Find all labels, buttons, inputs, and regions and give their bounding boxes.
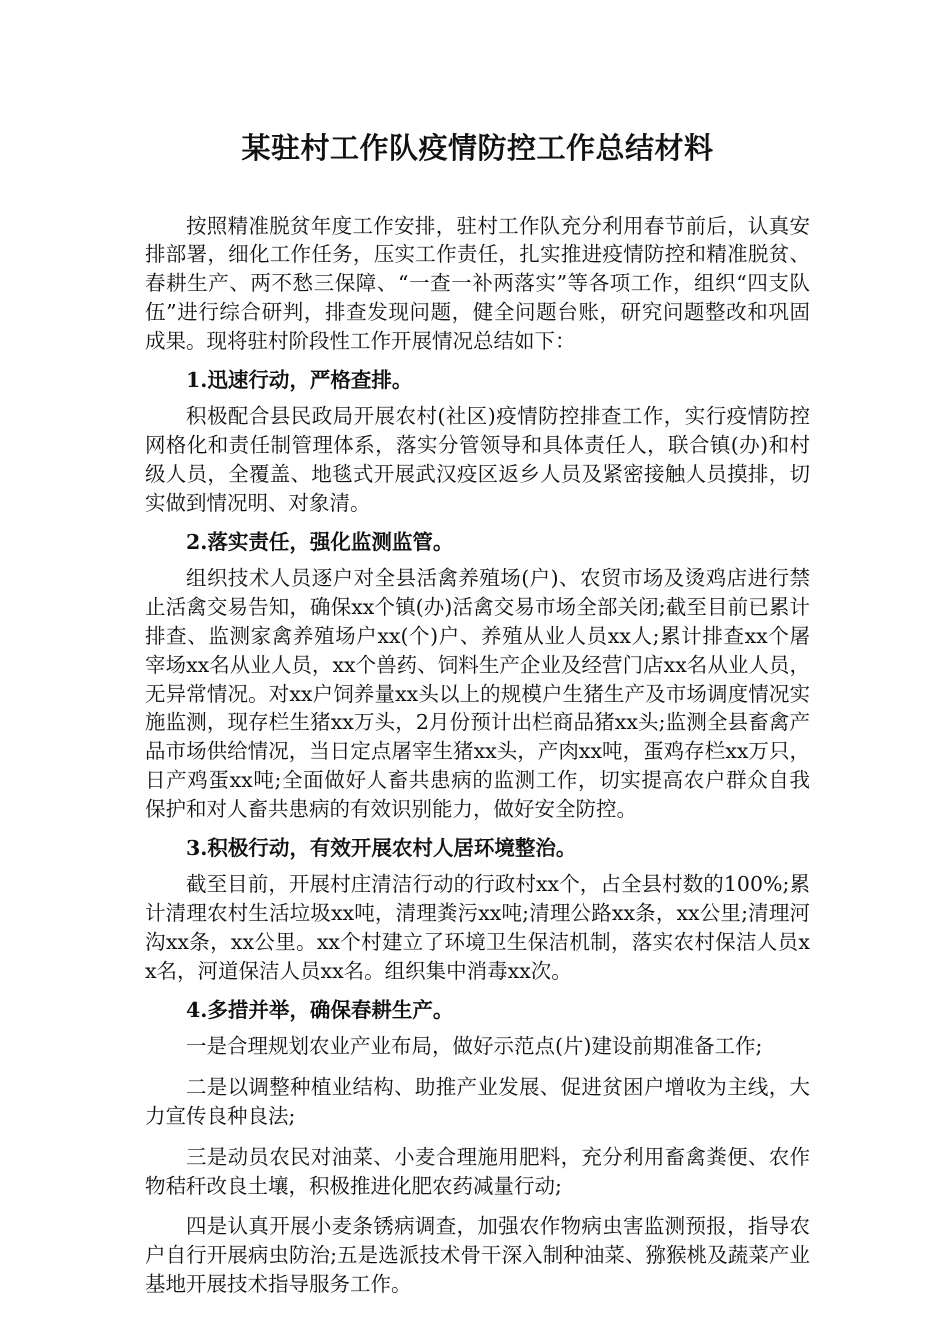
section-4-heading: 4.多措并举，确保春耕生产。 bbox=[186, 997, 454, 1022]
section-1-heading: 1.迅速行动，严格查排。 bbox=[186, 367, 413, 392]
section-2-body: 组织技术人员逐户对全县活禽养殖场(户)、农贸市场及烫鸡店进行禁止活禽交易告知，确保xx个镇(办)活禽交易市场全部关闭;截至目前已累计排查、监测家禽养殖场户xx(个)户、养殖从业人员xx人;累计排查xx个屠宰场xx名从业人员，xx个兽药、饲料生产企业及经营门店xx名从业人员，无异常情况。对xx户饲养量xx头以上的规模户生猪生产及市场调度情况实施监测，现存栏生猪xx万头，2月份预计出栏商品猪xx头;监测全县畜禽产品市场供给情况，当日定点屠宰生猪xx头，产肉xx吨，蛋鸡存栏xx万只，日产鸡蛋xx吨;全面做好人畜共患病的监测工作，切实提高农户群众自我保护和对人畜共患病的有效识别能力，做好安全防控。 bbox=[145, 566, 810, 821]
section-3-heading: 3.积极行动，有效开展农村人居环境整治。 bbox=[186, 835, 577, 860]
section-3 bbox=[145, 834, 810, 986]
section-4-item-4: 四是认真开展小麦条锈病调查，加强农作物病虫害监测预报，指导农户自行开展病虫防治;五是选派技术骨干深入制种油菜、猕猴桃及蔬菜产业基地开展技术指导服务工作。 bbox=[145, 1214, 810, 1296]
section-4 bbox=[145, 996, 810, 1299]
section-2-heading: 2.落实责任，强化监测监管。 bbox=[186, 529, 454, 554]
document-title: 某驻村工作队疫情防控工作总结材料 bbox=[241, 131, 714, 165]
section-2 bbox=[145, 528, 810, 824]
section-4-item-3: 三是动员农民对油菜、小麦合理施用肥料，充分利用畜禽粪便、农作物秸秆改良土壤，积极推进化肥农药减量行动; bbox=[145, 1144, 810, 1198]
document-page bbox=[145, 130, 810, 1311]
section-4-item-1: 一是合理规划农业产业布局，做好示范点(片)建设前期准备工作; bbox=[186, 1034, 763, 1059]
section-1 bbox=[145, 366, 810, 518]
section-4-item-2: 二是以调整种植业结构、助推产业发展、促进贫困户增收为主线，大力宣传良种良法; bbox=[145, 1075, 810, 1128]
section-3-body: 截至目前，开展村庄清洁行动的行政村xx个，占全县村数的100%;累计清理农村生活垃圾xx吨，清理粪污xx吨;清理公路xx条，xx公里;清理河沟xx条，xx公里。xx个村建立了环境卫生保洁机制，落实农村保洁人员xx名，河道保洁人员xx名。组织集中消毒xx次。 bbox=[145, 872, 810, 983]
section-1-body: 积极配合县民政局开展农村(社区)疫情防控排查工作，实行疫情防控网格化和责任制管理体系，落实分管领导和具体责任人，联合镇(办)和村级人员，全覆盖、地毯式开展武汉疫区返乡人员及紧密接触人员摸排，切实做到情况明、对象清。 bbox=[145, 404, 810, 515]
intro-paragraph: 按照精准脱贫年度工作安排，驻村工作队充分利用春节前后，认真安排部署，细化工作任务，压实工作责任，扎实推进疫情防控和精准脱贫、春耕生产、两不愁三保障、“一查一补两落实”等各项工作，组织“四支队伍”进行综合研判，排查发现问题，健全问题台账，研究问题整改和巩固成果。现将驻村阶段性工作开展情况总结如下： bbox=[145, 213, 810, 353]
